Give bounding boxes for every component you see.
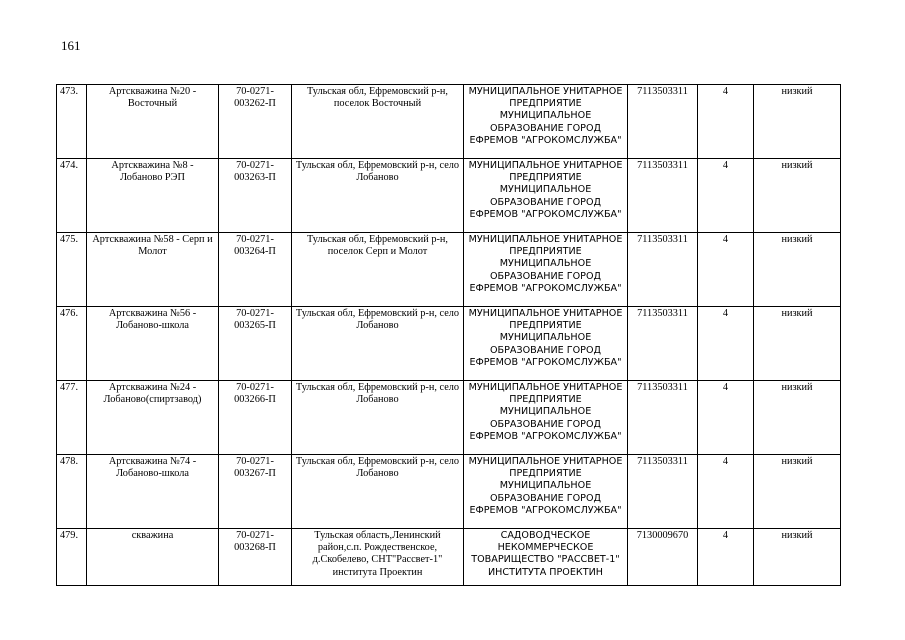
risk-level: низкий	[754, 529, 841, 586]
risk-level: низкий	[754, 455, 841, 529]
object-name: скважина	[87, 529, 219, 586]
object-category: 4	[698, 455, 754, 529]
object-address: Тульская обл, Ефремовский р-н, село Лобаново	[292, 307, 464, 381]
object-category: 4	[698, 233, 754, 307]
page-number: 161	[61, 38, 81, 53]
object-name: Артскважина №20 - Восточный	[87, 85, 219, 159]
object-code: 70-0271-003267-П	[219, 455, 292, 529]
operator-inn: 7113503311	[628, 381, 698, 455]
registry-table	[56, 84, 841, 586]
object-name: Артскважина №58 - Серп и Молот	[87, 233, 219, 307]
risk-level: низкий	[754, 307, 841, 381]
object-code: 70-0271-003265-П	[219, 307, 292, 381]
object-category: 4	[698, 529, 754, 586]
object-name: Артскважина №24 - Лобаново(спиртзавод)	[87, 381, 219, 455]
risk-level: низкий	[754, 381, 841, 455]
table-row	[57, 85, 841, 159]
object-address: Тульская обл, Ефремовский р-н, село Лобаново	[292, 381, 464, 455]
risk-level: низкий	[754, 85, 841, 159]
object-address: Тульская область,Ленинский район,с.п. Рождественское, д.Скобелево, СНТ"Рассвет-1" института Проектин	[292, 529, 464, 586]
object-name: Артскважина №8 - Лобаново РЭП	[87, 159, 219, 233]
row-number: 474.	[57, 159, 87, 233]
operator-organization: МУНИЦИПАЛЬНОЕ УНИТАРНОЕ ПРЕДПРИЯТИЕ МУНИЦИПАЛЬНОЕ ОБРАЗОВАНИЕ ГОРОД ЕФРЕМОВ "АГРОКОМСЛУЖБА"	[464, 307, 628, 381]
object-category: 4	[698, 85, 754, 159]
operator-organization: МУНИЦИПАЛЬНОЕ УНИТАРНОЕ ПРЕДПРИЯТИЕ МУНИЦИПАЛЬНОЕ ОБРАЗОВАНИЕ ГОРОД ЕФРЕМОВ "АГРОКОМСЛУЖБА"	[464, 381, 628, 455]
operator-inn: 7113503311	[628, 307, 698, 381]
operator-inn: 7113503311	[628, 233, 698, 307]
object-code: 70-0271-003262-П	[219, 85, 292, 159]
object-name: Артскважина №74 - Лобаново-школа	[87, 455, 219, 529]
row-number: 473.	[57, 85, 87, 159]
row-number: 475.	[57, 233, 87, 307]
operator-organization: МУНИЦИПАЛЬНОЕ УНИТАРНОЕ ПРЕДПРИЯТИЕ МУНИЦИПАЛЬНОЕ ОБРАЗОВАНИЕ ГОРОД ЕФРЕМОВ "АГРОКОМСЛУЖБА"	[464, 233, 628, 307]
object-category: 4	[698, 159, 754, 233]
object-address: Тульская обл, Ефремовский р-н, село Лобаново	[292, 159, 464, 233]
object-code: 70-0271-003268-П	[219, 529, 292, 586]
object-code: 70-0271-003263-П	[219, 159, 292, 233]
object-code: 70-0271-003266-П	[219, 381, 292, 455]
object-category: 4	[698, 381, 754, 455]
operator-organization: МУНИЦИПАЛЬНОЕ УНИТАРНОЕ ПРЕДПРИЯТИЕ МУНИЦИПАЛЬНОЕ ОБРАЗОВАНИЕ ГОРОД ЕФРЕМОВ "АГРОКОМСЛУЖБА"	[464, 455, 628, 529]
operator-organization: САДОВОДЧЕСКОЕ НЕКОММЕРЧЕСКОЕ ТОВАРИЩЕСТВО "РАССВЕТ-1" ИНСТИТУТА ПРОЕКТИН	[464, 529, 628, 586]
risk-level: низкий	[754, 159, 841, 233]
table-row	[57, 233, 841, 307]
table-row	[57, 159, 841, 233]
operator-inn: 7130009670	[628, 529, 698, 586]
operator-inn: 7113503311	[628, 159, 698, 233]
table-row	[57, 529, 841, 586]
row-number: 476.	[57, 307, 87, 381]
object-address: Тульская обл, Ефремовский р-н, поселок Восточный	[292, 85, 464, 159]
table-row	[57, 455, 841, 529]
row-number: 479.	[57, 529, 87, 586]
table-row	[57, 381, 841, 455]
object-address: Тульская обл, Ефремовский р-н, село Лобаново	[292, 455, 464, 529]
row-number: 478.	[57, 455, 87, 529]
row-number: 477.	[57, 381, 87, 455]
table-row	[57, 307, 841, 381]
operator-inn: 7113503311	[628, 455, 698, 529]
risk-level: низкий	[754, 233, 841, 307]
object-name: Артскважина №56 - Лобаново-школа	[87, 307, 219, 381]
object-address: Тульская обл, Ефремовский р-н, поселок Серп и Молот	[292, 233, 464, 307]
object-category: 4	[698, 307, 754, 381]
operator-organization: МУНИЦИПАЛЬНОЕ УНИТАРНОЕ ПРЕДПРИЯТИЕ МУНИЦИПАЛЬНОЕ ОБРАЗОВАНИЕ ГОРОД ЕФРЕМОВ "АГРОКОМСЛУЖБА"	[464, 85, 628, 159]
operator-inn: 7113503311	[628, 85, 698, 159]
operator-organization: МУНИЦИПАЛЬНОЕ УНИТАРНОЕ ПРЕДПРИЯТИЕ МУНИЦИПАЛЬНОЕ ОБРАЗОВАНИЕ ГОРОД ЕФРЕМОВ "АГРОКОМСЛУЖБА"	[464, 159, 628, 233]
object-code: 70-0271-003264-П	[219, 233, 292, 307]
